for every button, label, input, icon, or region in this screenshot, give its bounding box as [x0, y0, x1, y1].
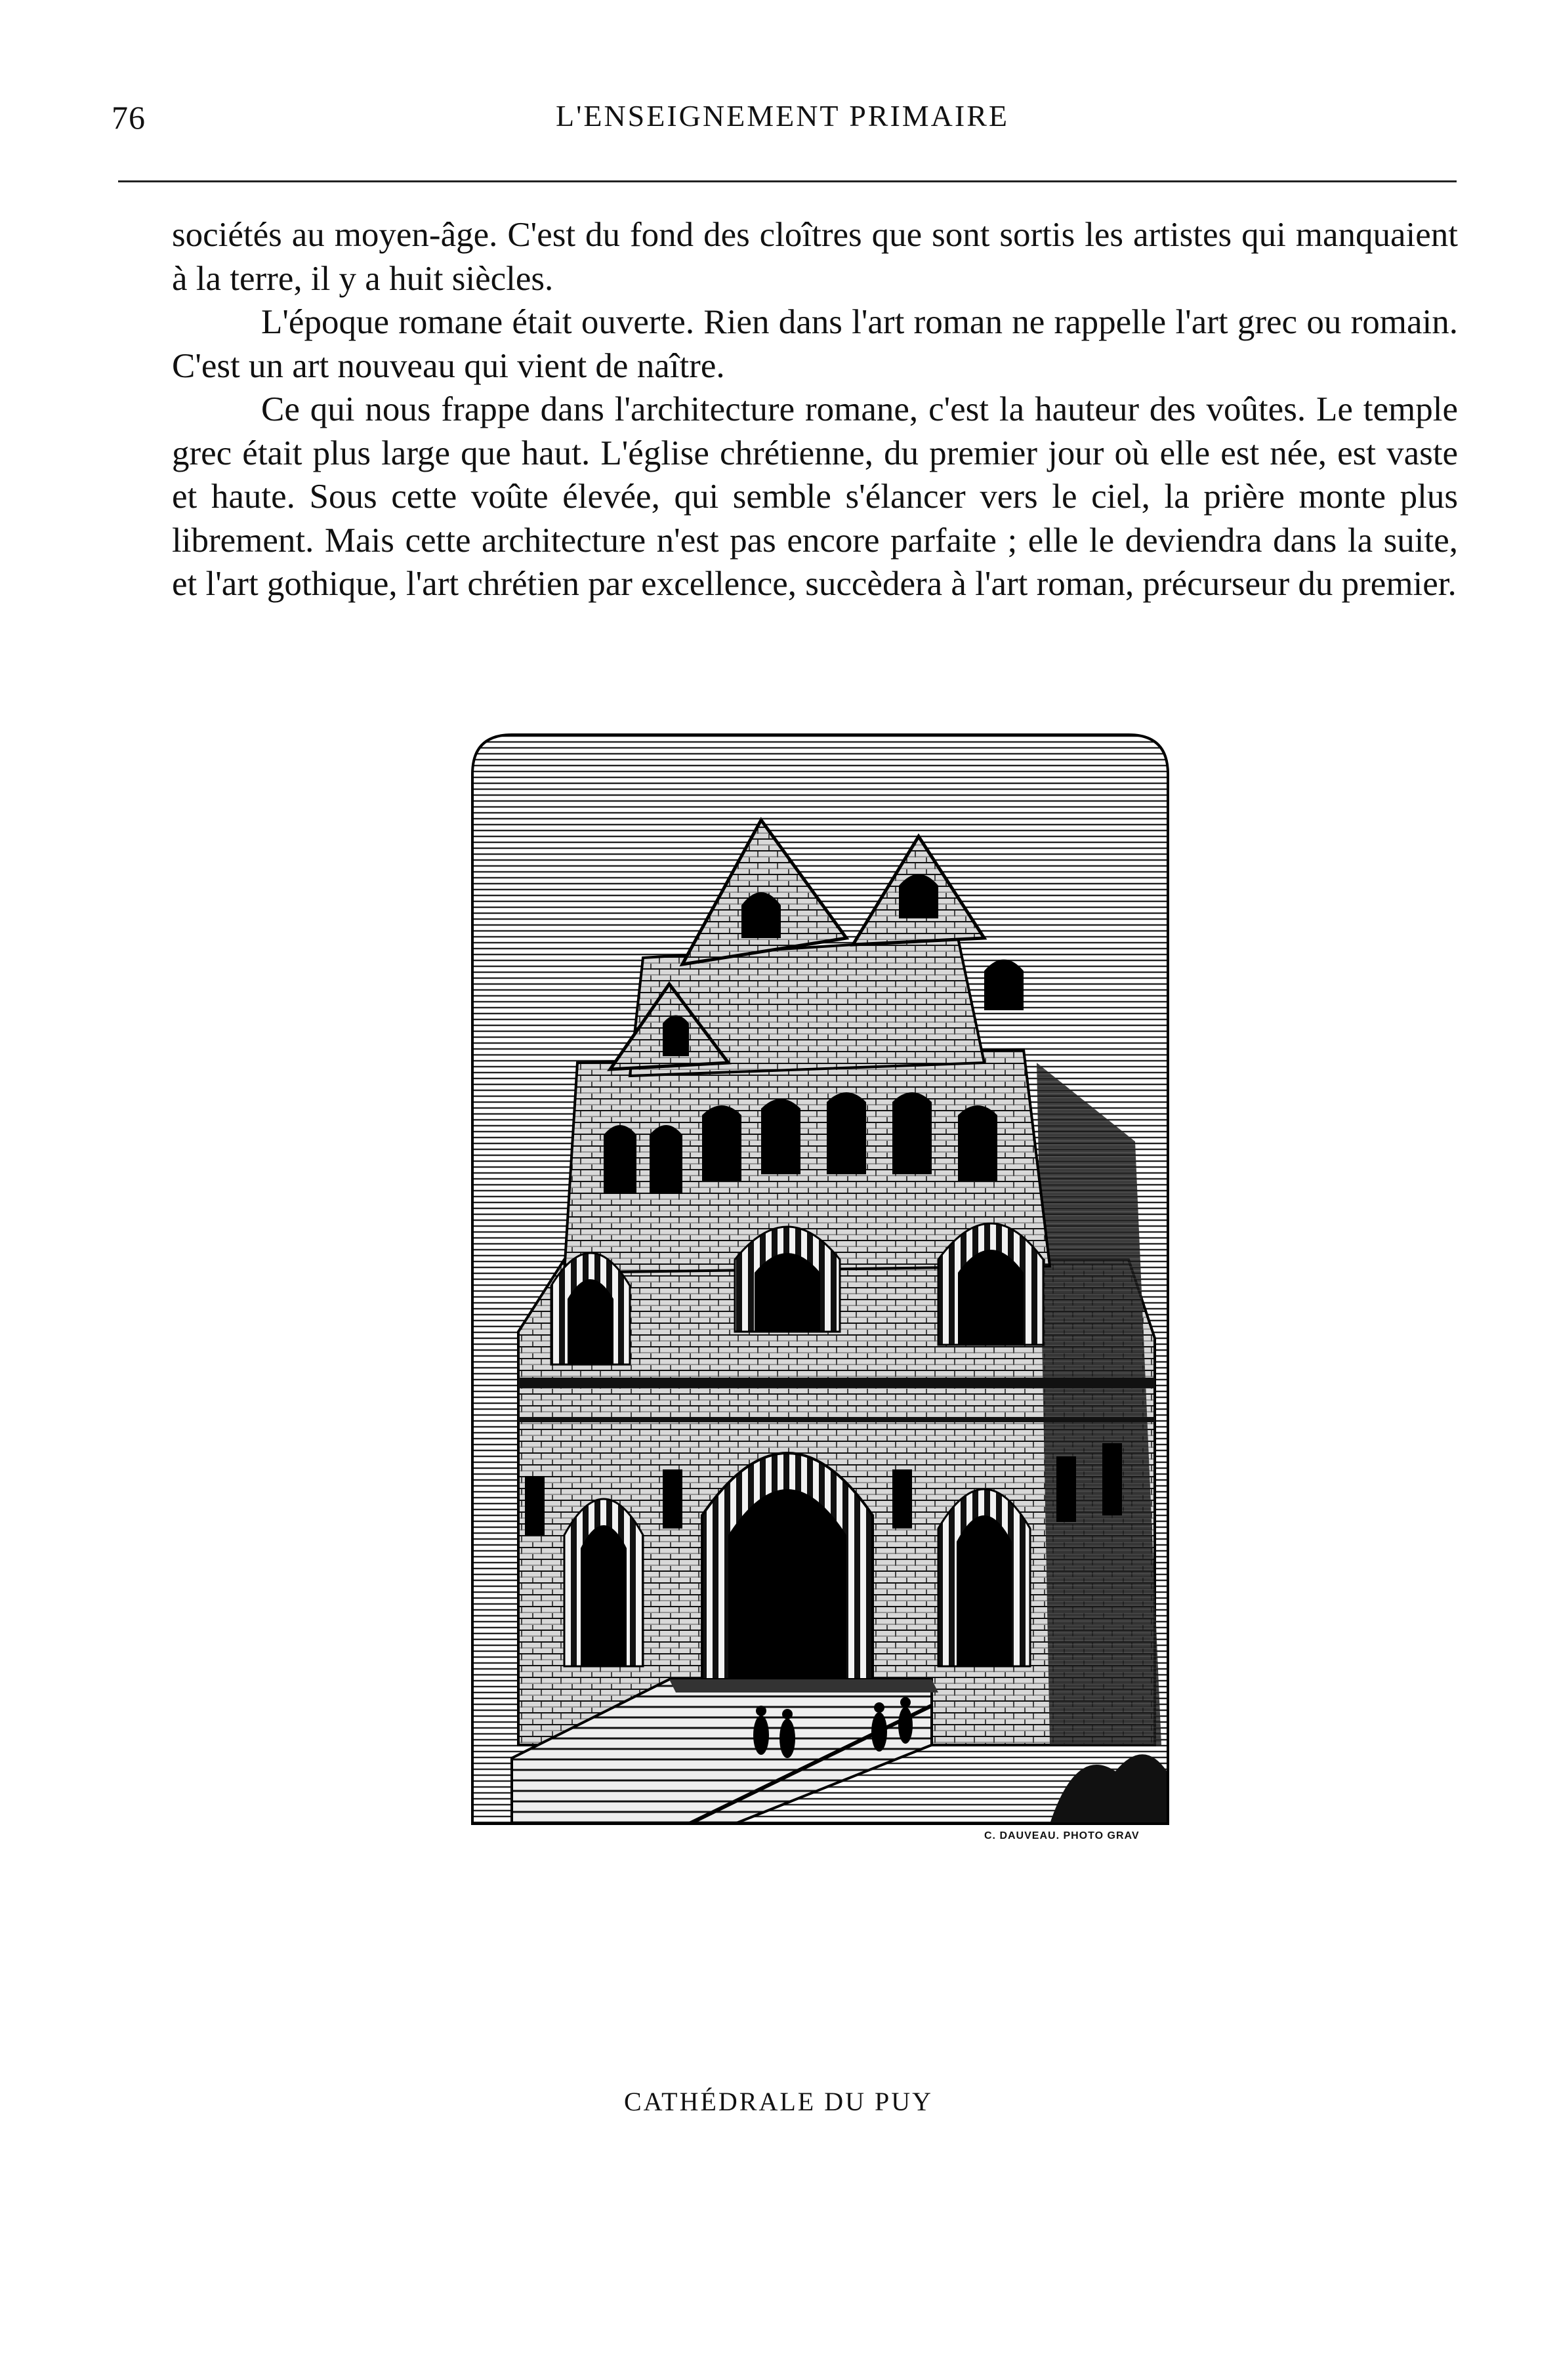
- figure-caption: CATHÉDRALE DU PUY: [624, 2087, 933, 2116]
- paragraph-1: sociétés au moyen-âge. C'est du fond des cloîtres que sont sortis les artistes qui manquaient à la terre, il y a huit siècles.: [172, 216, 1458, 298]
- cathedral-engraving: [394, 722, 1247, 1850]
- header-rule: [118, 180, 1457, 182]
- engraver-credit: C. DAUVEAU. PHOTO GRAV: [984, 1830, 1140, 1841]
- page-number: 76: [112, 99, 146, 136]
- paragraph-3: Ce qui nous frappe dans l'architecture romane, c'est la hauteur des voûtes. Le temple grec était plus large que haut. L'église chrétienne, du premier jour où elle est née, est vaste et haute. Sous cette voûte élevée, qui semble s'élancer vers le ciel, la prière monte plus librement. Mais cette architecture n'est pas encore parfaite ; elle le deviendra dans la suite, et l'art gothique, l'art chrétien par excellence, succèdera à l'art roman, précurseur du premier.: [172, 390, 1458, 603]
- page-header: [112, 98, 1453, 151]
- running-title: L'ENSEIGNEMENT PRIMAIRE: [555, 99, 1010, 133]
- paragraph-2: L'époque romane était ouverte. Rien dans l'art roman ne rappelle l'art grec ou romain. C'est un art nouveau qui vient de naître.: [172, 303, 1458, 385]
- cathedral-illustration: [394, 722, 1247, 1850]
- body-text: [172, 213, 1458, 606]
